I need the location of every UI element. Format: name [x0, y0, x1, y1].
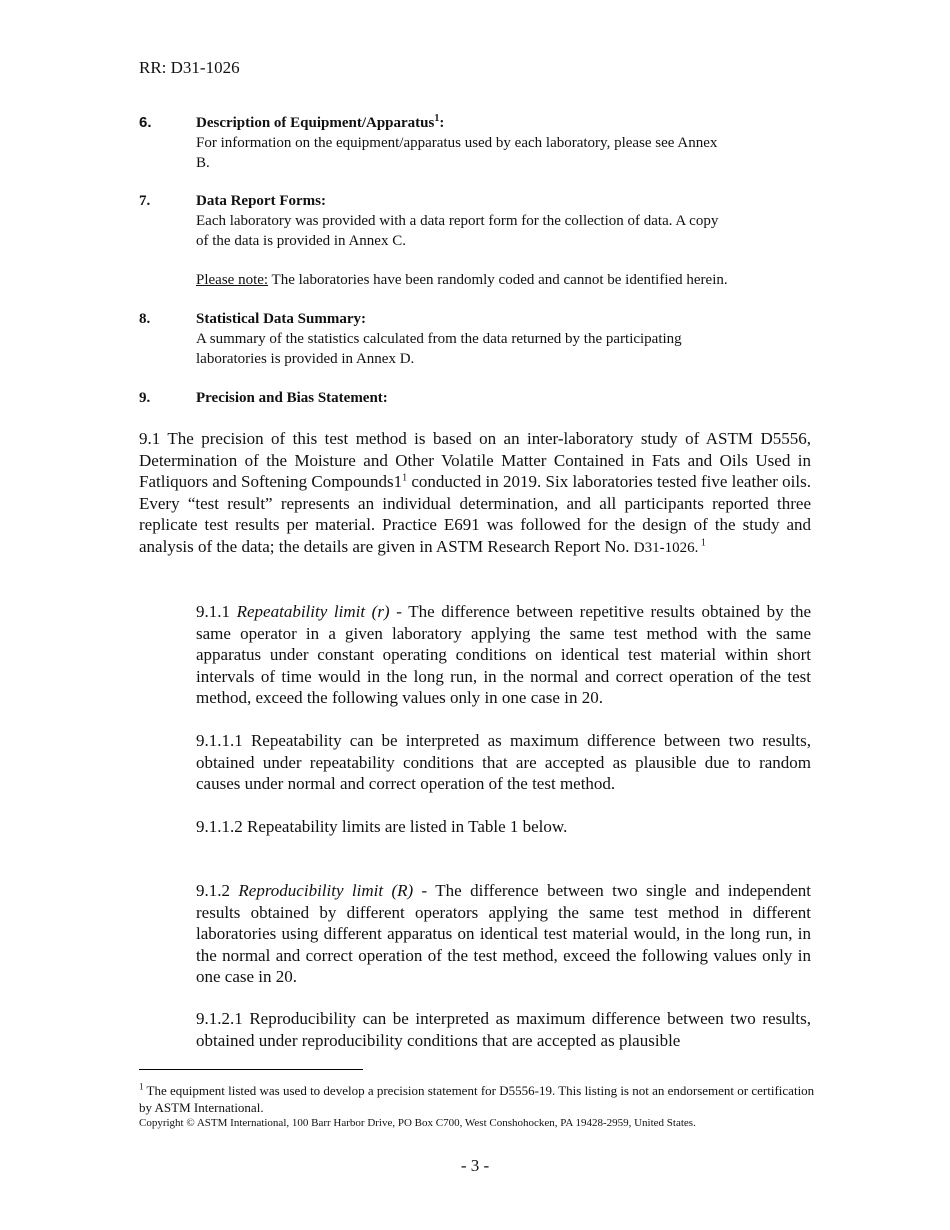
- paragraph-9-1: 9.1 The precision of this test method is based on an inter-laboratory study of ASTM D5556, Determination of the Moisture and Other Volatile Matter Contained in Fats and Oils Used in Fatliquors and Softening $Compounds1^1$ conducted in 2019. Six laboratories tested five leather oils. Every “test result” represents an individual determination, and all participants reported three replicate test results per material. Practice E691 was followed for the design of the study and analysis of the data; the details are given in ASTM Research Report No. D31-1026. $^1$: [139, 429, 811, 556]
- paragraph-9-1-1-2: 9.1.1.2 Repeatability limits are listed in Table 1 below.: [196, 817, 568, 836]
- section-text-line: For information on the equipment/apparatus used by each laboratory, please see Annex: [196, 135, 718, 151]
- section-number: 6.: [139, 114, 152, 131]
- section-7: [139, 191, 811, 251]
- footnote-divider: [139, 1069, 363, 1070]
- section-title: Statistical Data Summary:: [196, 311, 366, 327]
- section-text-line: Each laboratory was provided with a data report form for the collection of data. A copy: [196, 213, 719, 229]
- section-text-line: of the data is provided in Annex C.: [196, 233, 406, 249]
- section-9: [139, 388, 811, 408]
- section-number: 9.: [139, 390, 151, 406]
- section-title: Data Report Forms:: [196, 193, 326, 209]
- copyright-notice: Copyright © ASTM International, 100 Barr Harbor Drive, PO Box C700, West Conshohocken, PA 19428-2959, United States.: [139, 1117, 696, 1129]
- section-text-line: laboratories is provided in Annex D.: [196, 351, 415, 367]
- document-header: RR: D31-1026: [139, 58, 240, 77]
- section-6: [139, 113, 811, 173]
- paragraph-9-1-1-1: 9.1.1.1 Repeatability can be interpreted as maximum difference between two results, obtained under repeatability conditions that are accepted as plausible due to random causes under normal and correct operation of the test method.: [196, 731, 811, 793]
- section-title: Description of Equipment/Apparatus$^1$:: [196, 113, 445, 131]
- section-text-line: B.: [196, 155, 210, 171]
- term-reproducibility: Reproducibility limit (R): [238, 881, 414, 900]
- term-repeatability: Repeatability limit (r): [236, 602, 390, 621]
- please-note: [196, 270, 811, 290]
- paragraph-9-1-2-1: 9.1.2.1 Reproducibility can be interpreted as maximum difference between two results, obtained under reproducibility conditions that are accepted as plausible: [196, 1009, 811, 1050]
- section-title: Precision and Bias Statement:: [196, 390, 388, 406]
- section-8: [139, 309, 811, 369]
- section-number: 7.: [139, 193, 151, 209]
- paragraph-9-1-1: 9.1.1 Repeatability limit (r) - The difference between repetitive results obtained by the same operator in a given laboratory applying the same test method with the same apparatus under constant operating conditions on identical test material within short intervals of time would in the long run, in the normal and correct operation of the test method, exceed the following values only in one case in 20.: [196, 602, 812, 707]
- section-text-line: A summary of the statistics calculated from the data returned by the participating: [196, 331, 682, 347]
- note-label: Please note:: [196, 272, 269, 288]
- note-text: The laboratories have been randomly coded and cannot be identified herein.: [268, 272, 728, 288]
- footnote: $^1$ The equipment listed was used to develop a precision statement for D5556-19. This listing is not an endorsement or certification by ASTM International.: [139, 1081, 815, 1115]
- section-number: 8.: [139, 311, 151, 327]
- page-number: - 3 -: [460, 1156, 490, 1175]
- paragraph-9-1-2: 9.1.2 Reproducibility limit (R) - The difference between two single and independent results obtained by different operators applying the same test method in different laboratories using different apparatus on identical test material would, in the long run, in the normal and correct operation of the test method, exceed the following values only in one case in 20.: [196, 881, 811, 986]
